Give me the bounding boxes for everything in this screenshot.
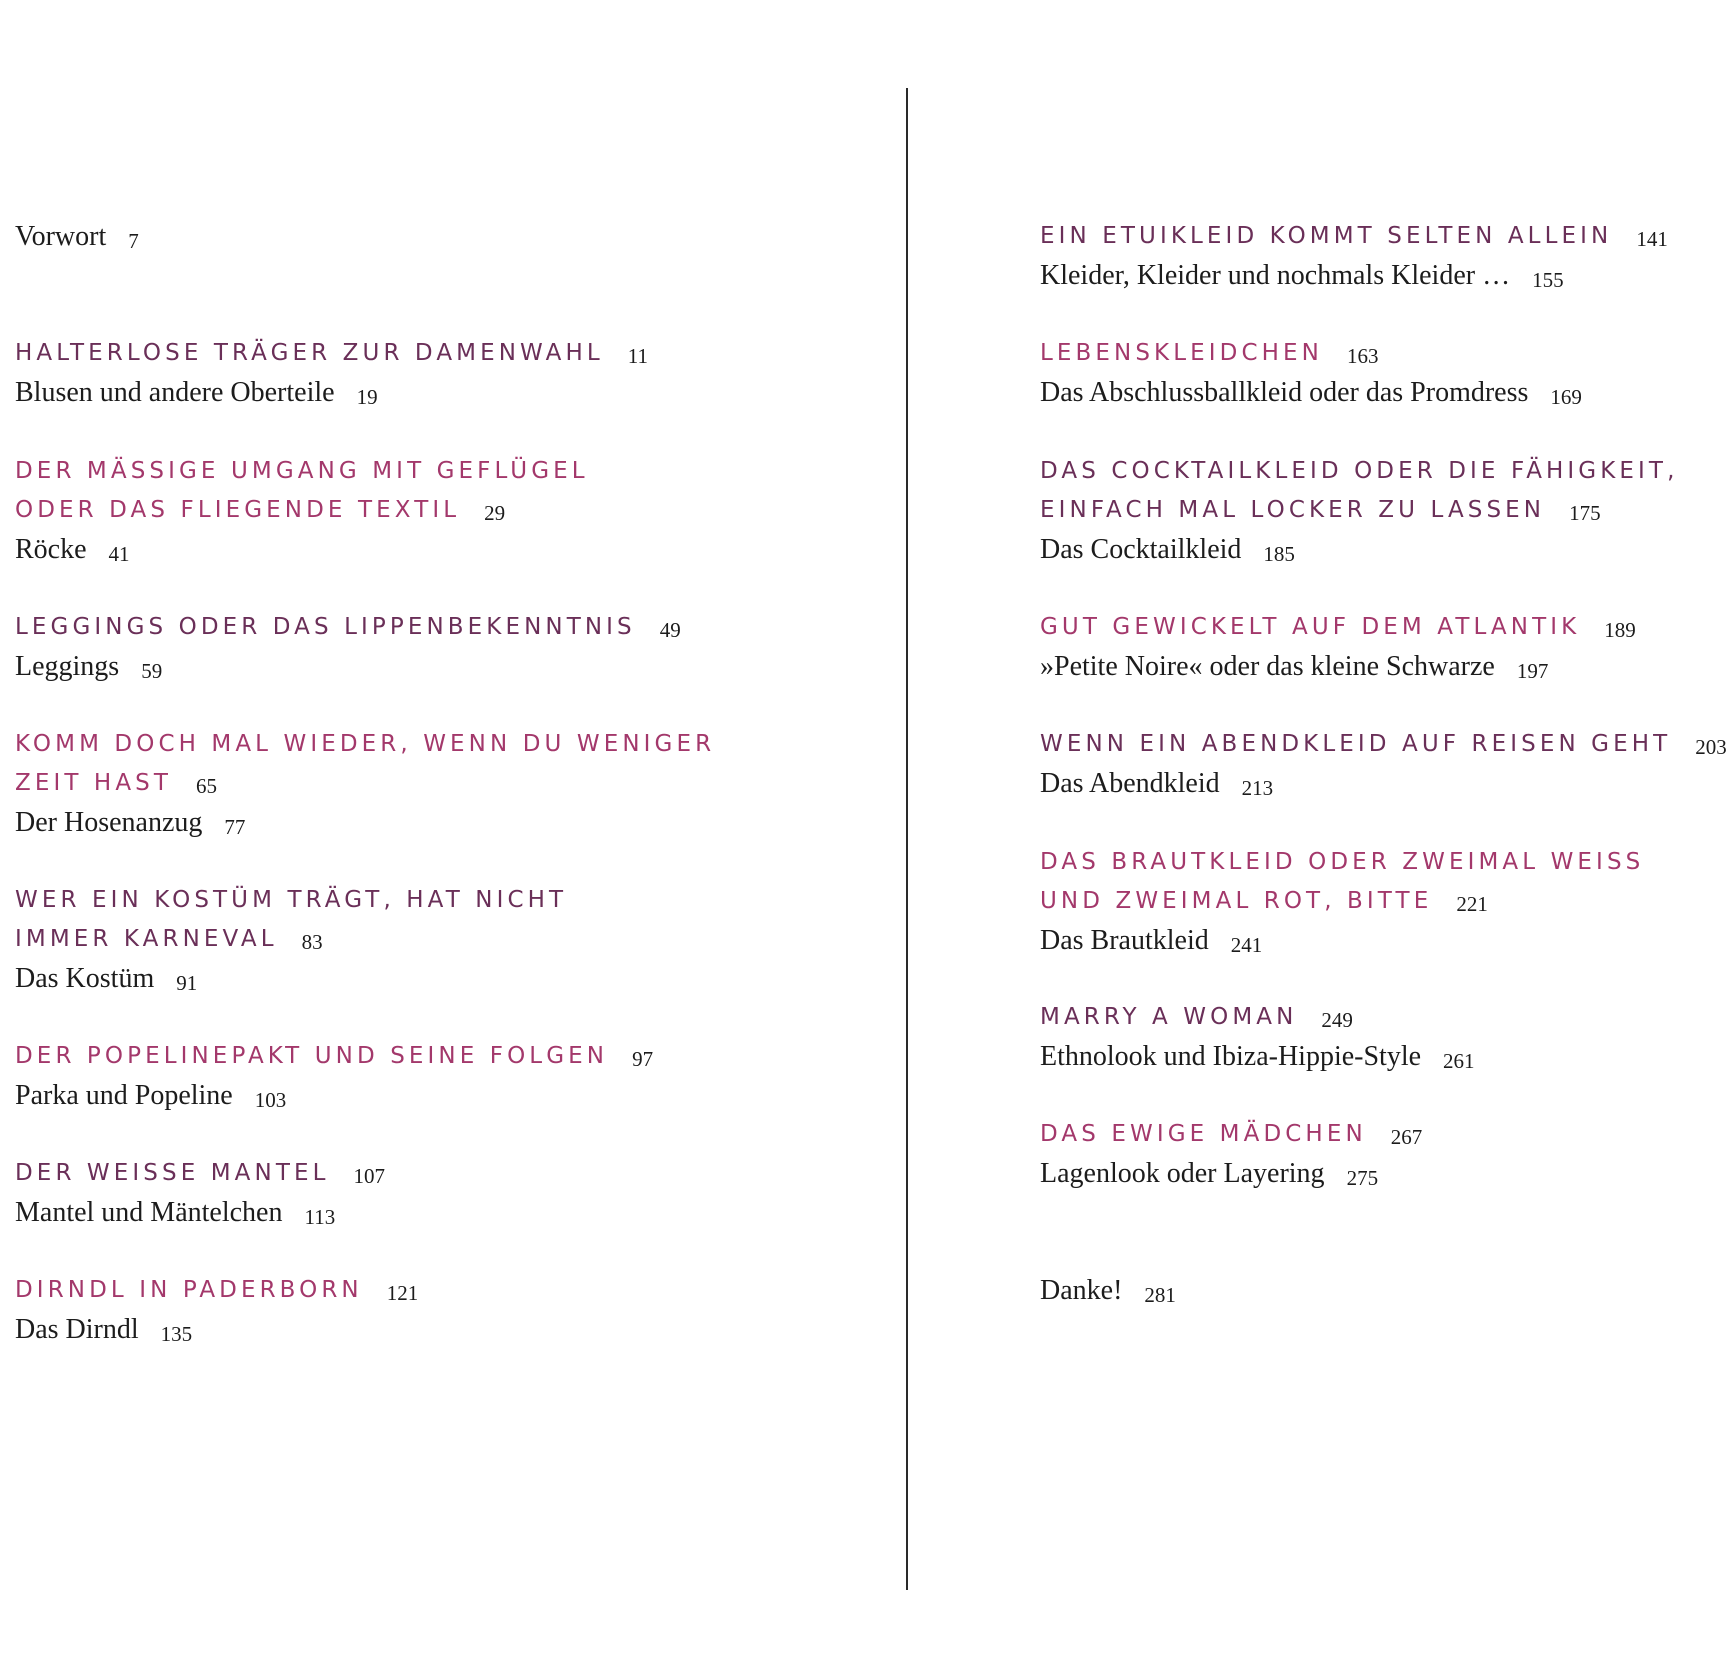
page-number: 91 bbox=[176, 971, 198, 995]
toc-entry-chapter-10[interactable] bbox=[1040, 334, 1582, 412]
toc-entry-chapter-14[interactable] bbox=[1040, 843, 1644, 960]
page-number: 267 bbox=[1390, 1125, 1423, 1149]
toc-entry-chapter-16[interactable] bbox=[1040, 1115, 1422, 1193]
page-number: 135 bbox=[160, 1322, 193, 1346]
chapter-title-cont: IMMER KARNEVAL bbox=[15, 926, 278, 952]
section-title: Das Dirndl bbox=[15, 1314, 139, 1345]
page-number: 155 bbox=[1532, 268, 1564, 292]
page-number: 249 bbox=[1321, 1008, 1353, 1032]
section-title: Das Cocktailkleid bbox=[1040, 534, 1242, 565]
section-title: Mantel und Mäntelchen bbox=[15, 1197, 283, 1228]
page-number: 169 bbox=[1550, 385, 1582, 409]
page-number: 197 bbox=[1516, 659, 1549, 683]
chapter-title: DAS BRAUTKLEID ODER ZWEIMAL WEISS bbox=[1040, 849, 1645, 875]
page-number: 83 bbox=[301, 930, 323, 954]
chapter-title: DER WEISSE MANTEL bbox=[15, 1160, 330, 1186]
toc-entry-danke[interactable] bbox=[1040, 1271, 1176, 1310]
page-number: 11 bbox=[627, 344, 649, 368]
toc-entry-chapter-12[interactable] bbox=[1040, 608, 1636, 686]
toc-entry-chapter-5[interactable] bbox=[15, 881, 567, 998]
toc-entry-chapter-4[interactable] bbox=[15, 725, 715, 842]
toc-entry-chapter-8[interactable] bbox=[15, 1271, 418, 1349]
page-number: 163 bbox=[1346, 344, 1379, 368]
section-title: Das Abschlussballkleid oder das Promdress bbox=[1040, 377, 1529, 408]
page-number: 241 bbox=[1230, 933, 1263, 957]
section-title: Leggings bbox=[15, 651, 120, 682]
chapter-title: LEBENSKLEIDCHEN bbox=[1040, 340, 1323, 366]
page-number: 7 bbox=[128, 229, 139, 253]
page-number: 19 bbox=[356, 385, 378, 409]
page-number: 49 bbox=[659, 618, 681, 642]
chapter-title: DAS EWIGE MÄDCHEN bbox=[1040, 1121, 1367, 1147]
page-number: 121 bbox=[386, 1281, 419, 1305]
toc-entry-chapter-9[interactable] bbox=[1040, 217, 1668, 295]
entry-title: Danke! bbox=[1040, 1275, 1123, 1306]
page-number: 59 bbox=[141, 659, 163, 683]
chapter-title-cont: UND ZWEIMAL ROT, BITTE bbox=[1040, 888, 1433, 914]
toc-entry-chapter-11[interactable] bbox=[1040, 452, 1678, 569]
page-number: 175 bbox=[1569, 501, 1601, 525]
chapter-title: DER POPELINEPAKT UND SEINE FOLGEN bbox=[15, 1043, 609, 1069]
page-number: 203 bbox=[1695, 735, 1727, 759]
chapter-title: DAS COCKTAILKLEID ODER DIE FÄHIGKEIT, bbox=[1040, 458, 1679, 484]
toc-entry-chapter-13[interactable] bbox=[1040, 725, 1727, 803]
page-divider bbox=[906, 88, 908, 1590]
page-number: 103 bbox=[254, 1088, 287, 1112]
page-number: 275 bbox=[1346, 1166, 1379, 1190]
page-number: 77 bbox=[224, 815, 246, 839]
section-title: Kleider, Kleider und nochmals Kleider … bbox=[1040, 260, 1511, 291]
chapter-title: WER EIN KOSTÜM TRÄGT, HAT NICHT bbox=[15, 887, 568, 913]
section-title: »Petite Noire« oder das kleine Schwarze bbox=[1040, 651, 1495, 682]
section-title: Parka und Popeline bbox=[15, 1080, 233, 1111]
section-title: Ethnolook und Ibiza-Hippie-Style bbox=[1040, 1041, 1422, 1072]
section-title: Das Abendkleid bbox=[1040, 768, 1220, 799]
toc-entry-chapter-1[interactable] bbox=[15, 334, 648, 412]
page-number: 41 bbox=[108, 542, 130, 566]
left-page bbox=[15, 0, 895, 1674]
section-title: Blusen und andere Oberteile bbox=[15, 377, 335, 408]
section-title: Röcke bbox=[15, 534, 87, 565]
chapter-title-cont: EINFACH MAL LOCKER ZU LASSEN bbox=[1040, 497, 1546, 523]
section-title: Der Hosenanzug bbox=[15, 807, 203, 838]
page-number: 65 bbox=[196, 774, 218, 798]
page-number: 141 bbox=[1636, 227, 1668, 251]
page-number: 213 bbox=[1241, 776, 1274, 800]
chapter-title-cont: ODER DAS FLIEGENDE TEXTIL bbox=[15, 497, 461, 523]
page-number: 221 bbox=[1456, 892, 1488, 916]
chapter-title: DER MÄSSIGE UMGANG MIT GEFLÜGEL bbox=[15, 458, 589, 484]
chapter-title-cont: ZEIT HAST bbox=[15, 770, 173, 796]
toc-entry-chapter-7[interactable] bbox=[15, 1154, 385, 1232]
chapter-title: DIRNDL IN PADERBORN bbox=[15, 1277, 363, 1303]
section-title: Das Brautkleid bbox=[1040, 925, 1209, 956]
toc-entry-chapter-15[interactable] bbox=[1040, 998, 1475, 1076]
entry-title: Vorwort bbox=[15, 221, 107, 252]
chapter-title: WENN EIN ABENDKLEID AUF REISEN GEHT bbox=[1040, 731, 1672, 757]
chapter-title: EIN ETUIKLEID KOMMT SELTEN ALLEIN bbox=[1040, 223, 1613, 249]
toc-entry-chapter-6[interactable] bbox=[15, 1037, 653, 1115]
toc-entry-chapter-3[interactable] bbox=[15, 608, 681, 686]
chapter-title: HALTERLOSE TRÄGER ZUR DAMENWAHL bbox=[15, 340, 604, 366]
toc-entry-chapter-2[interactable] bbox=[15, 452, 589, 569]
page-number: 97 bbox=[632, 1047, 654, 1071]
page-number: 261 bbox=[1443, 1049, 1475, 1073]
toc-entry-vorwort[interactable] bbox=[15, 217, 139, 256]
page-number: 29 bbox=[484, 501, 506, 525]
chapter-title: GUT GEWICKELT AUF DEM ATLANTIK bbox=[1040, 614, 1581, 640]
right-page bbox=[1040, 0, 1727, 1674]
chapter-title: LEGGINGS ODER DAS LIPPENBEKENNTNIS bbox=[15, 614, 636, 640]
page-number: 107 bbox=[353, 1164, 386, 1188]
section-title: Lagenlook oder Layering bbox=[1040, 1158, 1325, 1189]
page-number: 185 bbox=[1263, 542, 1295, 566]
page-number: 281 bbox=[1144, 1283, 1176, 1307]
section-title: Das Kostüm bbox=[15, 963, 155, 994]
page-number: 113 bbox=[304, 1205, 336, 1229]
chapter-title: MARRY A WOMAN bbox=[1040, 1004, 1298, 1030]
page-number: 189 bbox=[1604, 618, 1636, 642]
chapter-title: KOMM DOCH MAL WIEDER, WENN DU WENIGER bbox=[15, 731, 716, 757]
